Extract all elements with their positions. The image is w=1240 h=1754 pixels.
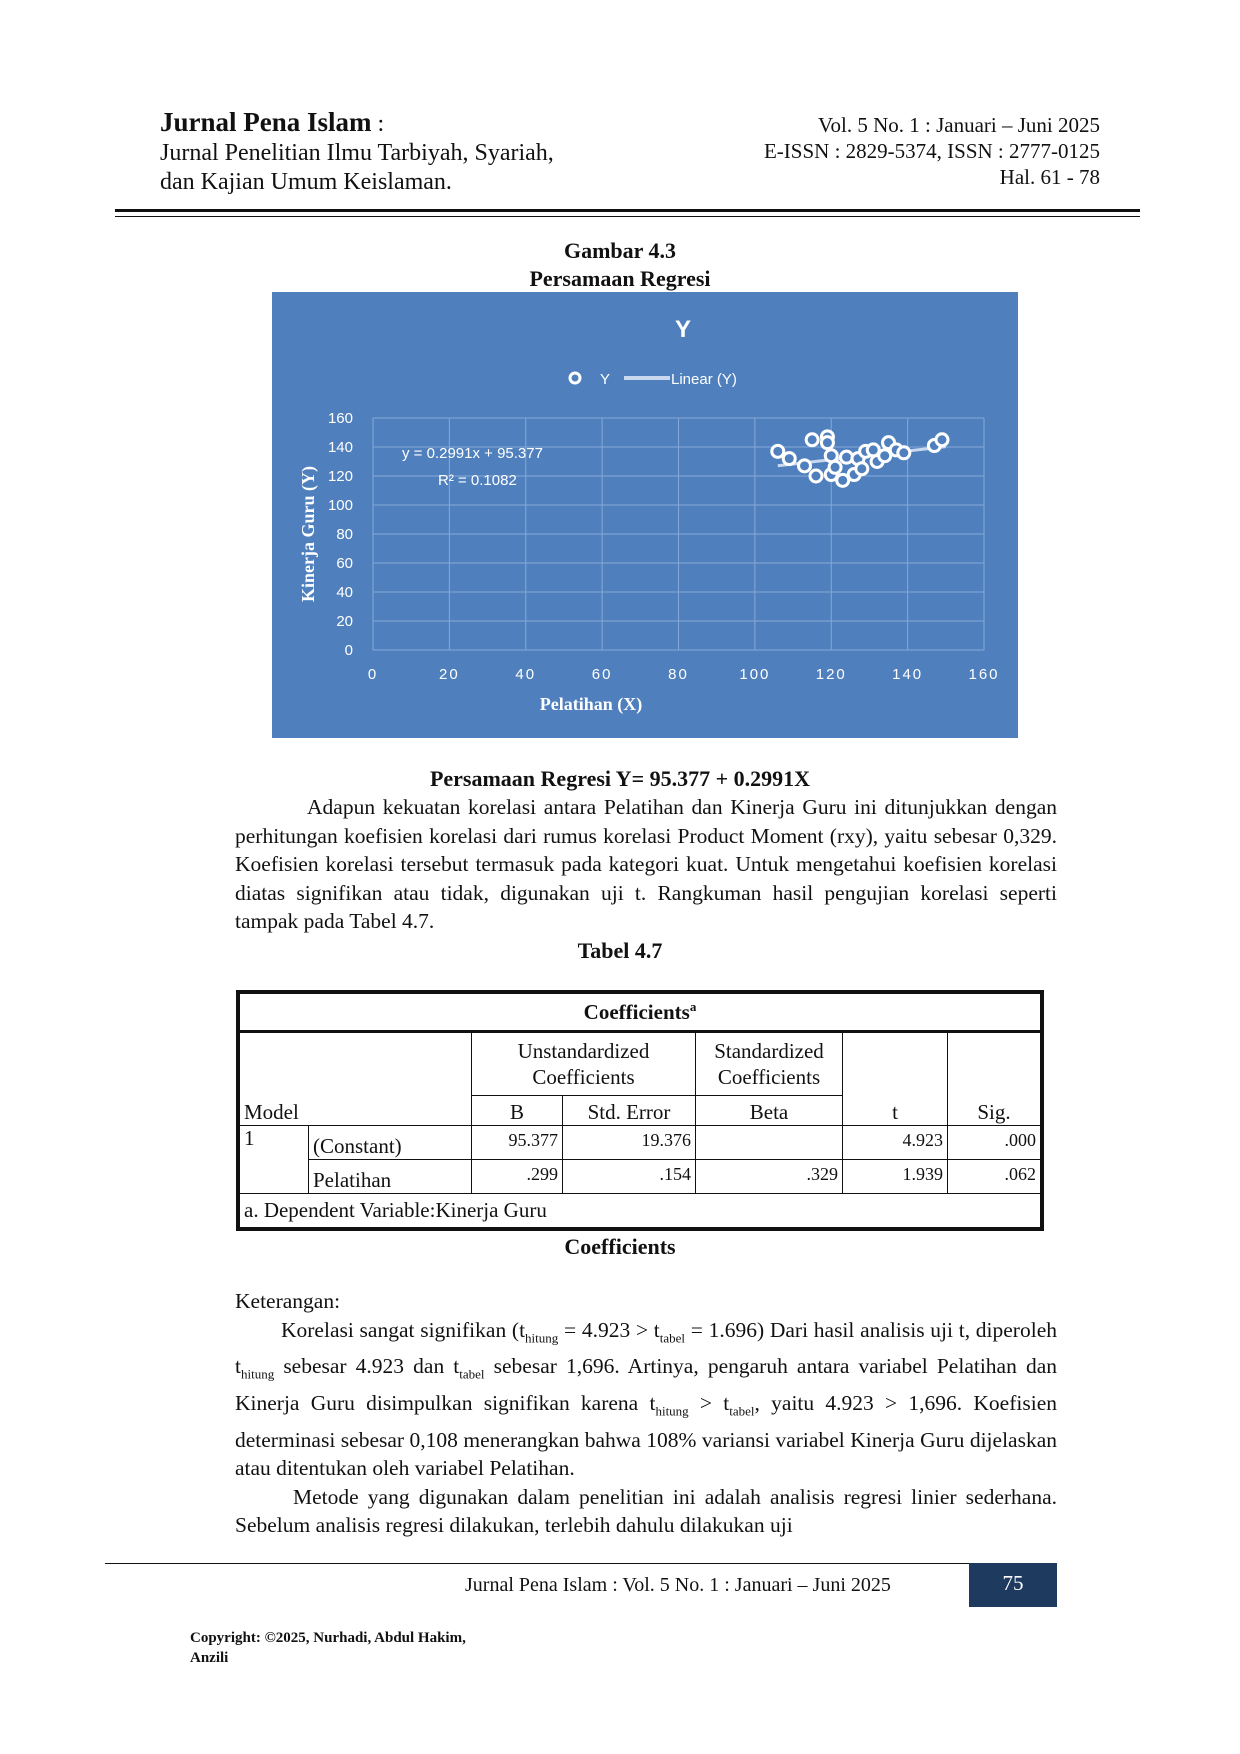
- p2-c: = 1.696) Dari hasil analisis uji t, diperoleh t: [235, 1317, 1057, 1379]
- chart-title: Y: [674, 316, 692, 343]
- y-tick-label: 140: [327, 439, 353, 456]
- paragraph-significance: [235, 1316, 1057, 1483]
- x-tick-label: 80: [668, 666, 689, 683]
- row-constant-b: 95.377: [472, 1126, 563, 1160]
- data-point: [799, 460, 811, 472]
- row-constant-beta: [696, 1126, 843, 1160]
- row-constant-label: (Constant): [309, 1126, 472, 1160]
- y-tick-label: 20: [336, 613, 353, 630]
- row-pelatihan-label: Pelatihan: [309, 1160, 472, 1194]
- p2-b: = 4.923 > t: [558, 1317, 660, 1342]
- trendline-equation: y = 0.2991x + 95.377: [402, 445, 543, 462]
- row-pelatihan-beta: .329: [696, 1160, 843, 1194]
- table-footnote: a. Dependent Variable:Kinerja Guru: [240, 1194, 1041, 1228]
- table-below-caption: Coefficients: [564, 1234, 676, 1259]
- figure-label: Gambar 4.3: [563, 238, 677, 263]
- paragraph-method: Metode yang digunakan dalam penelitian ini adalah analisis regresi linier sederhana. Sebelum analisis regresi dilakukan, terlebih dahulu dilakukan uji: [235, 1484, 1057, 1538]
- trendline-r-squared: R² = 0.1082: [438, 472, 517, 489]
- journal-subtitle-1: Jurnal Penelitian Ilmu Tarbiyah, Syariah,: [160, 140, 554, 166]
- journal-colon: :: [371, 111, 385, 137]
- data-point: [898, 447, 910, 459]
- row-constant-sig: .000: [948, 1126, 1041, 1160]
- y-tick-label: 100: [327, 497, 353, 514]
- journal-issn: E-ISSN : 2829-5374, ISSN : 2777-0125: [763, 139, 1100, 163]
- p2-e: sebesar 1,696. Artinya, pengaruh antara variabel Pelatihan dan Kinerja Guru disimpulkan signifikan karena t: [235, 1354, 1057, 1416]
- row-pelatihan-t: 1.939: [843, 1160, 948, 1194]
- header-standardized: Standardized Coefficients: [696, 1032, 843, 1096]
- table-caption-text: Coefficients: [583, 1000, 690, 1024]
- x-tick-label: 0: [367, 666, 379, 683]
- paragraph-text: Adapun kekuatan korelasi antara Pelatihan dan Kinerja Guru ini ditunjukkan dengan perhitungan koefisien korelasi dari rumus korelasi Product Moment (rxy), yaitu sebesar 0,329. Koefisien korelasi tersebut termasuk pada kategori kuat. Untuk mengetahui koefisien korelasi diatas signifikan atau tidak, digunakan uji t. Rangkuman hasil pengujian korelasi seperti tampak pada Tabel 4.7.: [235, 795, 1057, 933]
- data-point: [772, 445, 784, 457]
- data-point: [829, 461, 841, 473]
- journal-subtitle-2: dan Kajian Umum Keislaman.: [160, 169, 452, 195]
- copyright-line-1: Copyright: ©2025, Nurhadi, Abdul Hakim,: [190, 1630, 466, 1646]
- p2-a: Korelasi sangat signifikan (t: [281, 1317, 526, 1342]
- journal-volume: Vol. 5 No. 1 : Januari – Juni 2025: [818, 113, 1100, 137]
- x-axis-label: Pelatihan (X): [539, 694, 643, 714]
- header-model: Model: [240, 1032, 472, 1126]
- y-tick-label: 80: [336, 526, 353, 543]
- p2-f: > t: [688, 1391, 730, 1416]
- keterangan-label: Keterangan:: [235, 1289, 341, 1313]
- header-t: t: [843, 1032, 948, 1126]
- table-row: [240, 1160, 1041, 1194]
- x-tick-label: 60: [591, 666, 613, 683]
- legend-marker-icon: [570, 373, 580, 383]
- data-point: [821, 437, 833, 449]
- paragraph-correlation: [235, 793, 1057, 936]
- y-tick-label: 120: [327, 468, 353, 485]
- regression-equation: Persamaan Regresi Y= 95.377 + 0.2991X: [429, 766, 811, 791]
- y-axis-label: Kinerja Guru (Y): [298, 466, 318, 602]
- header-sig: Sig.: [948, 1032, 1041, 1126]
- figure-title: Persamaan Regresi: [529, 266, 711, 291]
- sub-hitung: hitung: [655, 1403, 689, 1419]
- x-tick-label: 20: [439, 666, 460, 683]
- copyright: [190, 1628, 466, 1668]
- data-point: [936, 434, 948, 446]
- keterangan-block: [235, 1287, 1057, 1540]
- page-number: 75: [969, 1563, 1057, 1607]
- x-tick-label: 160: [968, 666, 1000, 683]
- row-pelatihan-sig: .062: [948, 1160, 1041, 1194]
- sub-hitung: hitung: [240, 1366, 275, 1382]
- journal-pages: Hal. 61 - 78: [999, 165, 1100, 189]
- coefficients-table: [236, 990, 1044, 1231]
- sub-hitung: hitung: [525, 1329, 559, 1345]
- x-tick-label: 140: [892, 666, 924, 683]
- table-row: [240, 1126, 1041, 1160]
- sub-tabel: tabel: [659, 1329, 686, 1345]
- data-point: [810, 470, 822, 482]
- row-constant-t: 4.923: [843, 1126, 948, 1160]
- legend-label-y: Y: [600, 371, 611, 388]
- scatter-plot: [272, 292, 1018, 738]
- header-rule-thick: [115, 209, 1140, 212]
- x-tick-label: 40: [515, 666, 537, 683]
- p2-d: sebesar 4.923 dan t: [274, 1354, 460, 1379]
- x-tick-label: 100: [739, 666, 771, 683]
- copyright-line-2: Anzili: [190, 1650, 229, 1666]
- header-b: B: [472, 1096, 563, 1126]
- row-model-number: 1: [240, 1126, 309, 1194]
- sub-tabel: tabel: [729, 1403, 755, 1419]
- y-tick-label: 160: [327, 410, 353, 427]
- x-tick-label: 120: [815, 666, 847, 683]
- legend-label-linear: Linear (Y): [671, 371, 737, 388]
- regression-chart: [272, 292, 1018, 738]
- header-rule-thin: [115, 216, 1140, 217]
- header-beta: Beta: [696, 1096, 843, 1126]
- journal-header-left: [160, 108, 554, 197]
- table-caption: [240, 994, 1041, 1032]
- y-tick-label: 60: [336, 555, 353, 572]
- journal-header-right: [764, 112, 1100, 190]
- y-tick-label: 0: [344, 642, 353, 659]
- footer-journal: Jurnal Pena Islam : Vol. 5 No. 1 : Januari – Juni 2025: [465, 1574, 891, 1596]
- p2-g: , yaitu 4.923 > 1,696. Koefisien determinasi sebesar 0,108 menerangkan bahwa 108% variansi variabel Kinerja Guru dijelaskan atau ditentukan oleh variabel Pelatihan.: [235, 1391, 1057, 1481]
- table-caption-sup: a: [689, 999, 697, 1014]
- data-point: [806, 434, 818, 446]
- data-point: [783, 453, 795, 465]
- table-label: Tabel 4.7: [577, 938, 663, 963]
- row-pelatihan-b: .299: [472, 1160, 563, 1194]
- header-unstandardized: Unstandardized Coefficients: [472, 1032, 696, 1096]
- sub-tabel: tabel: [459, 1366, 485, 1382]
- journal-name: Jurnal Pena Islam: [160, 107, 372, 137]
- footer-rule: [105, 1563, 1055, 1564]
- header-std-error: Std. Error: [563, 1096, 696, 1126]
- row-pelatihan-se: .154: [563, 1160, 696, 1194]
- y-tick-label: 40: [336, 584, 353, 601]
- data-point: [856, 463, 868, 475]
- row-constant-se: 19.376: [563, 1126, 696, 1160]
